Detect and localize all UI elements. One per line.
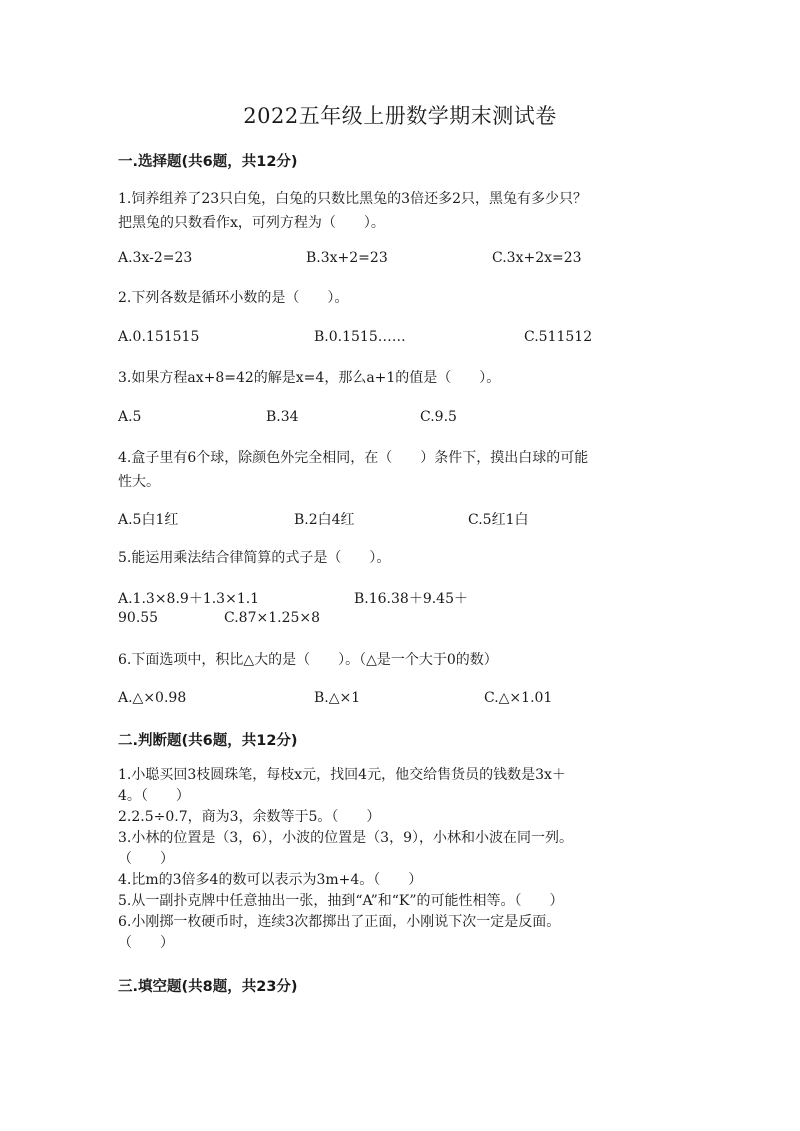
section-heading-true-false: 二.判断题(共6题，共12分) — [118, 733, 298, 749]
option-b: B.16.38＋9.45＋ — [354, 591, 468, 607]
question-4-line-2: 性大。 — [118, 474, 160, 490]
option-a: A.3x-2=23 — [118, 250, 193, 266]
question-5: 5.能运用乘法结合律简算的式子是（ ）。 — [118, 550, 391, 566]
option-b: B.△×1 — [314, 690, 361, 706]
question-6-options — [118, 690, 698, 712]
option-c: C.5红1白 — [468, 512, 529, 528]
true-false-line: 4。（ ） — [118, 788, 190, 804]
option-c: C.511512 — [524, 329, 593, 345]
question-1-line-1: 1.饲养组养了23只白兔，白兔的只数比黑兔的3倍还多2只，黑兔有多少只？ — [118, 191, 587, 207]
question-2: 2.下列各数是循环小数的是（ ）。 — [118, 290, 349, 306]
true-false-line: （ ） — [118, 935, 174, 951]
section-heading-choice: 一.选择题(共6题，共12分) — [118, 154, 298, 170]
true-false-line: 6.小刚掷一枚硬币时，连续3次都掷出了正面，小刚说下次一定是反面。 — [118, 914, 561, 930]
question-4 — [118, 446, 698, 494]
question-4-options — [118, 509, 698, 531]
question-3: 3.如果方程ax+8=42的解是x=4，那么a+1的值是（ ）。 — [118, 370, 501, 386]
option-a: A.5 — [118, 409, 142, 425]
option-c: C.87×1.25×8 — [224, 610, 321, 626]
question-5-options-row-1 — [118, 588, 698, 610]
option-b: B.0.1515…… — [314, 329, 406, 345]
option-c: C.△×1.01 — [484, 690, 553, 706]
option-a: A.5白1红 — [118, 512, 179, 528]
option-b: B.2白4红 — [294, 512, 355, 528]
option-b-continued: 90.55 — [118, 610, 159, 626]
true-false-line: 1.小聪买回3枝圆珠笔，每枝x元，找回4元，他交给售货员的钱数是3x＋ — [118, 767, 566, 783]
option-a: A.0.151515 — [118, 329, 200, 345]
true-false-line: 4.比m的3倍多4的数可以表示为3m+4。（ ） — [118, 872, 423, 888]
true-false-line: 5.从一副扑克牌中任意抽出一张，抽到“A”和“K”的可能性相等。（ ） — [118, 893, 564, 909]
question-6: 6.下面选项中，积比△大的是（ ）。（△是一个大于0的数） — [118, 652, 498, 668]
option-b: B.34 — [266, 409, 299, 425]
question-1-line-2: 把黑兔的只数看作x，可列方程为（ ）。 — [118, 215, 385, 231]
page-title: 2022五年级上册数学期末测试卷 — [243, 104, 557, 128]
true-false-line: 2.2.5÷0.7，商为3，余数等于5。（ ） — [118, 809, 381, 825]
question-2-options — [118, 329, 698, 351]
question-3-options — [118, 409, 698, 431]
question-5-options-row-2 — [118, 610, 698, 632]
question-1-options — [118, 250, 698, 272]
true-false-line: （ ） — [118, 851, 174, 867]
true-false-line: 3.小林的位置是（3，6），小波的位置是（3，9），小林和小波在同一列。 — [118, 830, 573, 846]
option-c: C.3x+2x=23 — [492, 250, 582, 266]
option-c: C.9.5 — [420, 409, 457, 425]
option-a: A.△×0.98 — [118, 690, 187, 706]
true-false-list — [118, 765, 698, 954]
question-4-line-1: 4.盒子里有6个球，除颜色外完全相同，在（ ）条件下，摸出白球的可能 — [118, 450, 589, 466]
option-a: A.1.3×8.9＋1.3×1.1 — [118, 591, 260, 607]
option-b: B.3x+2=23 — [306, 250, 388, 266]
section-heading-fill-blank: 三.填空题(共8题，共23分) — [118, 979, 298, 995]
question-1 — [118, 187, 698, 235]
